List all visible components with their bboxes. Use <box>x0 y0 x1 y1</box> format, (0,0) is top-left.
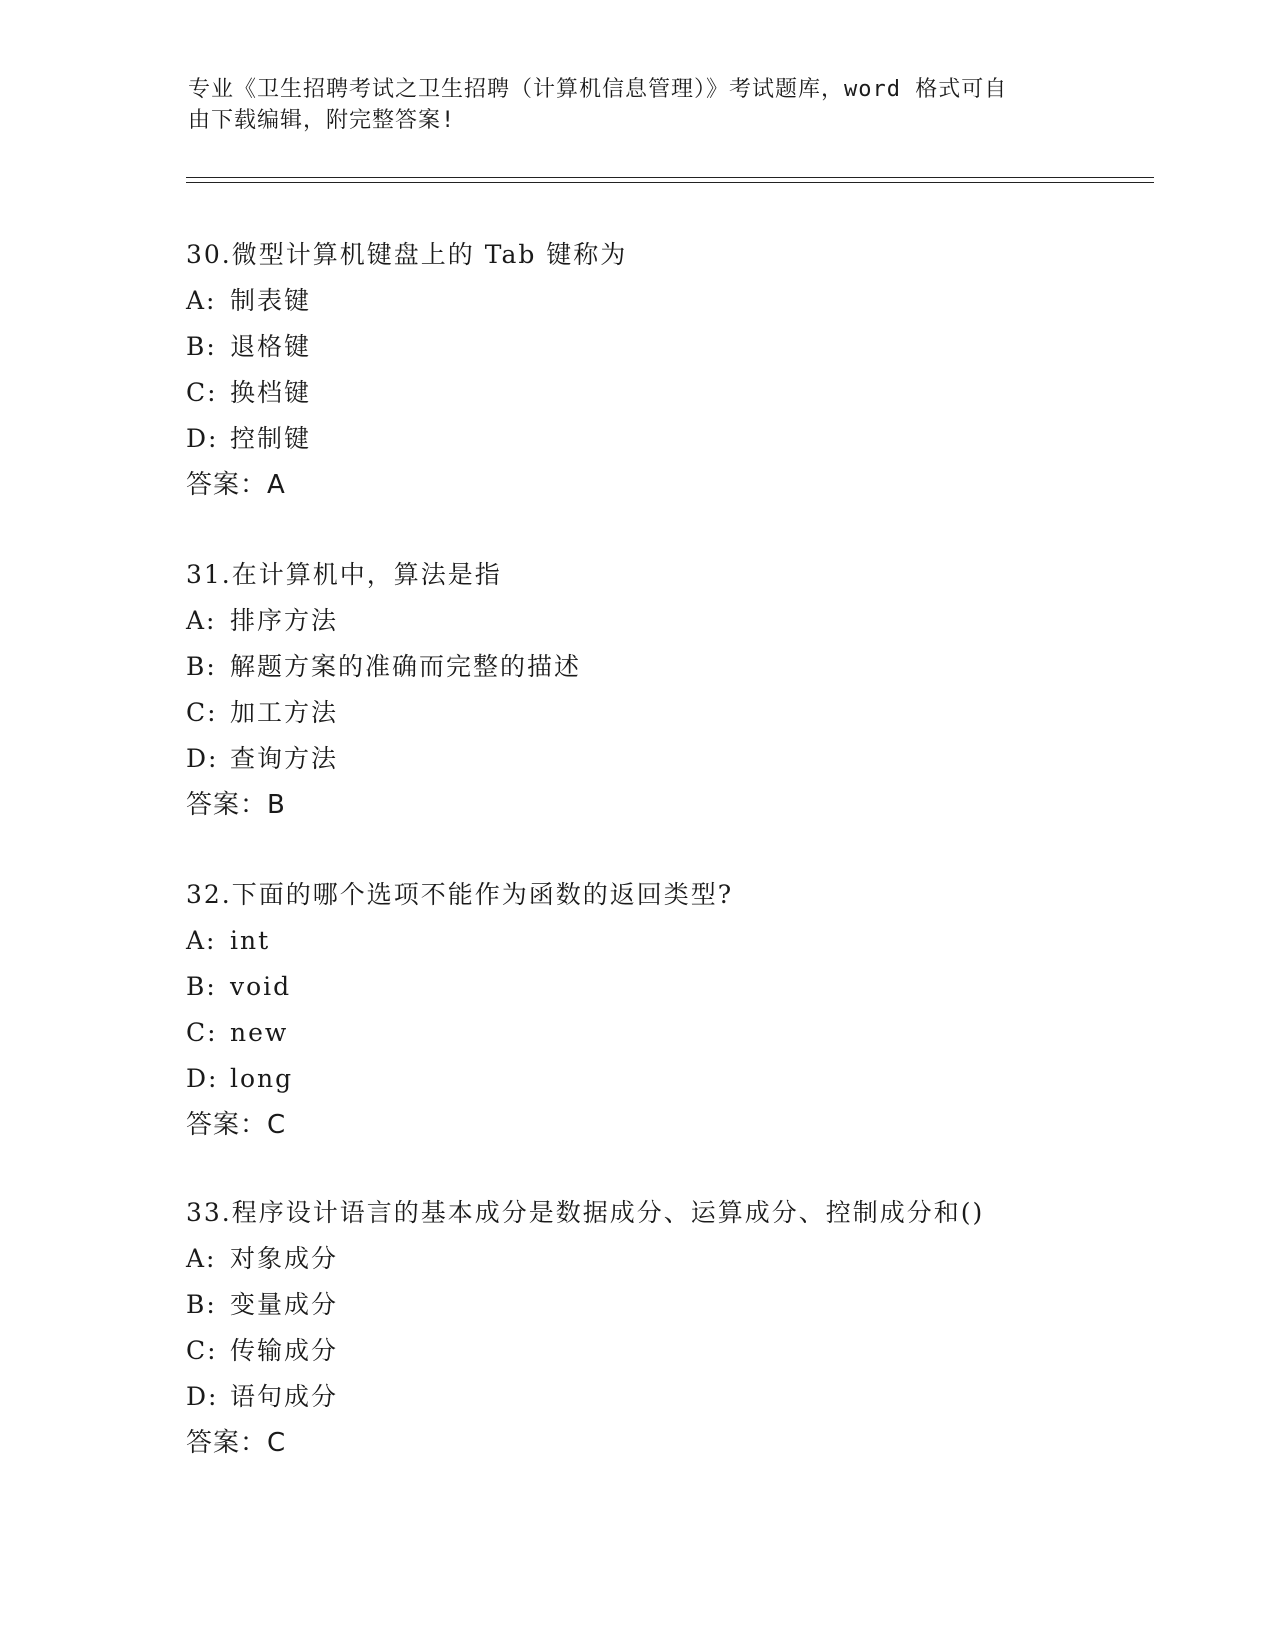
option-b <box>186 332 1146 378</box>
option-text: 退格键 <box>230 332 312 361</box>
header-divider-bottom <box>186 182 1154 183</box>
option-a <box>186 926 1146 972</box>
option-d <box>186 744 1146 790</box>
answer-line: 答案：C <box>186 1110 287 1140</box>
option-c <box>186 698 1146 744</box>
question-32 <box>186 880 1146 1156</box>
option-letter: A: <box>186 606 217 635</box>
option-a <box>186 1244 1146 1290</box>
option-letter: B: <box>186 1290 217 1319</box>
option-letter: C: <box>186 1018 218 1047</box>
option-b <box>186 972 1146 1018</box>
question-31 <box>186 560 1146 836</box>
header-divider-top <box>186 177 1154 178</box>
option-letter: D: <box>186 744 219 773</box>
question-title: 32.下面的哪个选项不能作为函数的返回类型? <box>186 880 734 909</box>
option-text: 控制键 <box>230 424 312 453</box>
option-d <box>186 1382 1146 1428</box>
option-d <box>186 424 1146 470</box>
option-letter: C: <box>186 1336 218 1365</box>
option-c <box>186 378 1146 424</box>
answer-line: 答案：B <box>186 790 286 820</box>
option-letter: D: <box>186 1064 219 1093</box>
option-letter: A: <box>186 1244 217 1273</box>
option-text: 传输成分 <box>230 1336 339 1365</box>
option-b <box>186 1290 1146 1336</box>
option-letter: C: <box>186 378 218 407</box>
option-text: 解题方案的准确而完整的描述 <box>230 652 582 681</box>
option-c <box>186 1336 1146 1382</box>
answer-line: 答案：C <box>186 1428 287 1458</box>
option-c <box>186 1018 1146 1064</box>
option-text: 制表键 <box>230 286 312 315</box>
option-text: 查询方法 <box>230 744 339 773</box>
option-letter: D: <box>186 424 219 453</box>
question-title: 33.程序设计语言的基本成分是数据成分、运算成分、控制成分和() <box>186 1198 985 1227</box>
question-33 <box>186 1198 1146 1474</box>
option-text: void <box>230 972 292 1001</box>
option-letter: B: <box>186 652 217 681</box>
option-letter: A: <box>186 926 217 955</box>
option-text: 换档键 <box>230 378 312 407</box>
option-text: 对象成分 <box>230 1244 339 1273</box>
option-text: 语句成分 <box>230 1382 339 1411</box>
header-line-2: 由下载编辑，附完整答案! <box>188 108 456 133</box>
header-line-1: 专业《卫生招聘考试之卫生招聘（计算机信息管理）》考试题库，word 格式可自 <box>188 77 1008 102</box>
option-letter: B: <box>186 972 217 1001</box>
answer-line: 答案：A <box>186 470 286 500</box>
option-text: long <box>230 1064 294 1093</box>
option-a <box>186 286 1146 332</box>
option-text: new <box>230 1018 289 1047</box>
option-a <box>186 606 1146 652</box>
option-text: 排序方法 <box>230 606 339 635</box>
question-30 <box>186 240 1146 516</box>
option-text: int <box>230 926 271 955</box>
option-text: 变量成分 <box>230 1290 339 1319</box>
option-d <box>186 1064 1146 1110</box>
question-title: 31.在计算机中，算法是指 <box>186 560 502 589</box>
option-letter: C: <box>186 698 218 727</box>
question-title: 30.微型计算机键盘上的 Tab 键称为 <box>186 240 628 269</box>
option-text: 加工方法 <box>230 698 339 727</box>
option-letter: B: <box>186 332 217 361</box>
option-letter: A: <box>186 286 217 315</box>
document-header <box>188 74 1088 136</box>
option-letter: D: <box>186 1382 219 1411</box>
option-b <box>186 652 1146 698</box>
